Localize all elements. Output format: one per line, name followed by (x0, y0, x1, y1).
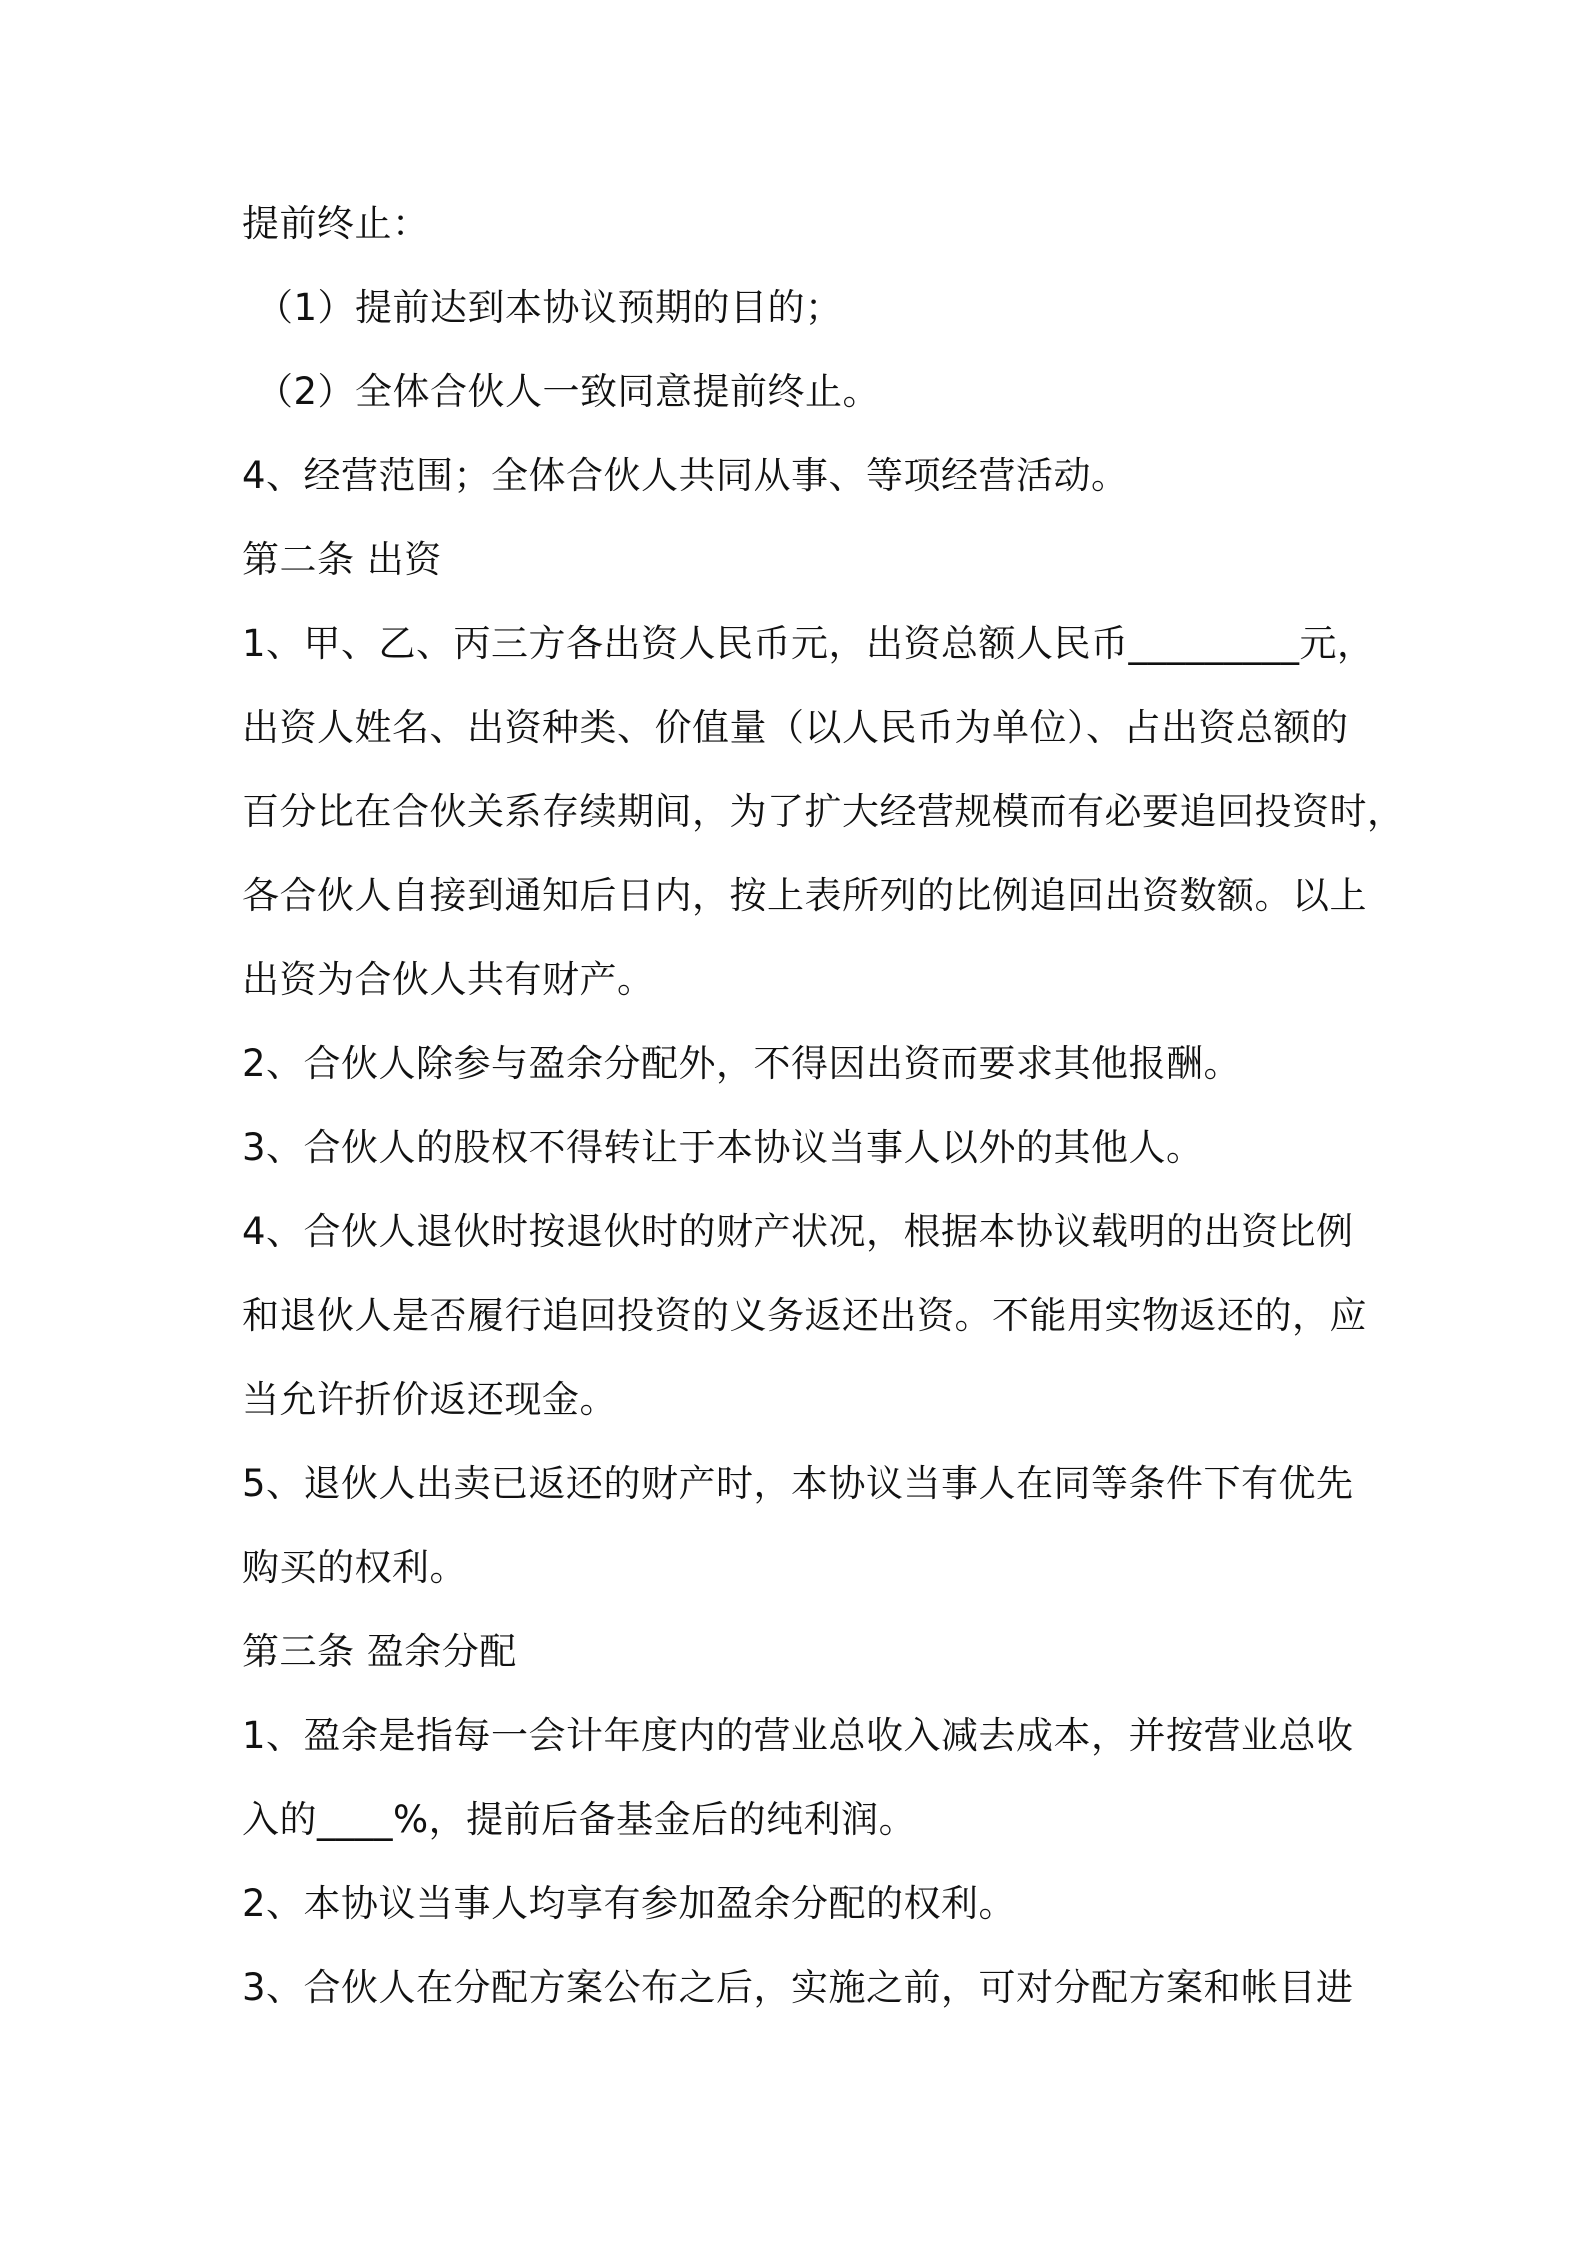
text-line-clause-5b: 购买的权利。 (242, 1546, 467, 1589)
section-heading-article-3: 第三条 盈余分配 (242, 1630, 517, 1673)
text-line-contribution-5: 出资为合伙人共有财产。 (242, 958, 655, 1001)
text-line-profit-3: 3、合伙人在分配方案公布之后，实施之前，可对分配方案和帐目进 (242, 1966, 1354, 2009)
text-line-business-scope: 4、经营范围；全体合伙人共同从事、等项经营活动。 (242, 454, 1129, 497)
text-line-item-1: （1）提前达到本协议预期的目的； (256, 286, 843, 329)
text-line-clause-5a: 5、退伙人出卖已返还的财产时，本协议当事人在同等条件下有优先 (242, 1462, 1354, 1505)
text-line-profit-2: 2、本协议当事人均享有参加盈余分配的权利。 (242, 1882, 1017, 1925)
text-line-clause-3: 3、合伙人的股权不得转让于本协议当事人以外的其他人。 (242, 1126, 1204, 1169)
text-line-clause-4a: 4、合伙人退伙时按退伙时的财产状况，根据本协议载明的出资比例 (242, 1210, 1354, 1253)
text-line-contribution-1: 1、甲、乙、丙三方各出资人民币元，出资总额人民币_________元， (242, 622, 1375, 665)
text-line-item-2: （2）全体合伙人一致同意提前终止。 (256, 370, 881, 413)
text-line-contribution-3: 百分比在合伙关系存续期间，为了扩大经营规模而有必要追回投资时， (242, 790, 1405, 833)
text-line-clause-2: 2、合伙人除参与盈余分配外，不得因出资而要求其他报酬。 (242, 1042, 1242, 1085)
text-line-profit-1a: 1、盈余是指每一会计年度内的营业总收入减去成本，并按营业总收 (242, 1714, 1354, 1757)
text-line-profit-1b: 入的____%，提前后备基金后的纯利润。 (242, 1798, 917, 1841)
text-line-contribution-4: 各合伙人自接到通知后日内，按上表所列的比例追回出资数额。以上 (242, 874, 1367, 917)
text-line-clause-4c: 当允许折价返还现金。 (242, 1378, 617, 1421)
text-line-early-termination: 提前终止： (242, 202, 430, 245)
text-line-clause-4b: 和退伙人是否履行追回投资的义务返还出资。不能用实物返还的，应 (242, 1294, 1367, 1337)
section-heading-article-2: 第二条 出资 (242, 538, 442, 581)
text-line-contribution-2: 出资人姓名、出资种类、价值量（以人民币为单位）、占出资总额的 (242, 706, 1349, 749)
